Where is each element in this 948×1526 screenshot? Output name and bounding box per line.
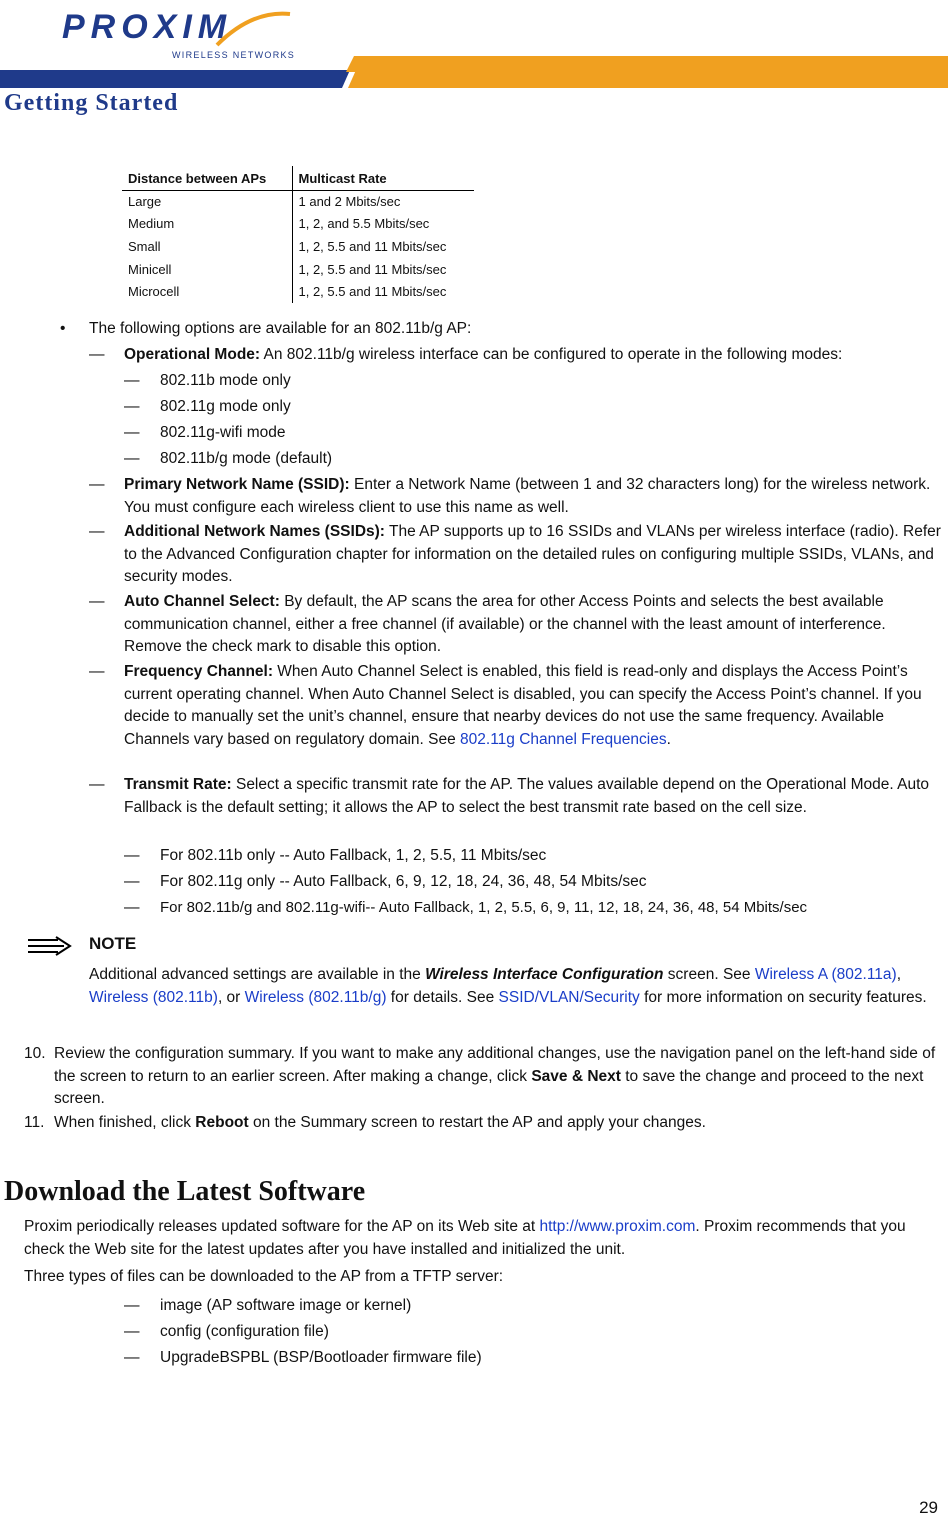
- reboot-label: Reboot: [195, 1114, 249, 1131]
- note-text: , or: [217, 988, 245, 1006]
- step-10: [54, 1043, 942, 1111]
- dash-marker: —: [124, 1323, 140, 1340]
- wireless-a-link[interactable]: Wireless A (802.11a): [754, 966, 897, 983]
- step-text: When finished, click: [54, 1114, 196, 1131]
- table-cell: Medium: [128, 216, 175, 232]
- bullet-marker: •: [60, 320, 66, 337]
- note-title: NOTE: [89, 934, 137, 953]
- header-band-top: [340, 56, 948, 72]
- tx-text: Select a specific transmit rate for the AP. The values available depend on the Operational Mode. Auto Fallback is the default setting; it allows the AP to select the best transmit rate based on the cell size.: [124, 776, 930, 816]
- table-cell: Minicell: [128, 261, 172, 277]
- ssids-text: The AP supports up to 16 SSIDs and VLANs per wireless interface (radio). Refer to the Advanced Configuration chapter for information on the detailed rules on configuring multiple SSIDs, VLANs, and security modes.: [124, 523, 941, 585]
- save-next-label: Save & Next: [531, 1067, 621, 1085]
- dash-marker: —: [124, 398, 140, 415]
- acs-text: By default, the AP scans the area for other Access Points and selects the best available communication channel, either a free channel (if available) or the channel with the least amount of interference. Remove the check mark to disable this option.: [124, 593, 886, 655]
- freq-label: Frequency Channel:: [124, 663, 273, 680]
- dash-marker: —: [89, 776, 105, 793]
- download-section-title: Download the Latest Software: [4, 1176, 366, 1207]
- download-paragraph: [24, 1216, 924, 1261]
- table-cell: Microcell: [128, 284, 180, 300]
- column-header: Multicast Rate: [292, 166, 474, 190]
- table-cell: 1, 2, 5.5 and 11 Mbits/sec: [292, 235, 474, 258]
- note-text: Additional advanced settings are available in the: [89, 966, 426, 983]
- section-title: Getting Started: [4, 90, 179, 116]
- download-text: . Proxim recommends that you check the Web site for the latest updates after you have installed and initialized the unit.: [24, 1218, 906, 1258]
- op-mode-item: [124, 344, 842, 367]
- dash-marker: —: [89, 523, 105, 540]
- step-number: 10.: [24, 1045, 46, 1062]
- note-text: ,: [896, 966, 902, 983]
- mode-item: 802.11g-wifi mode: [160, 424, 286, 441]
- note-text: screen. See: [663, 966, 755, 983]
- dash-marker: —: [89, 476, 105, 493]
- note-arrow-icon: [26, 936, 72, 956]
- dash-marker: —: [89, 663, 105, 680]
- dash-marker: —: [124, 847, 140, 864]
- multicast-rate-table: [122, 166, 474, 303]
- note-text: for more information on security features.: [639, 988, 927, 1006]
- download-text: Proxim periodically releases updated software for the AP on its Web site at: [24, 1218, 540, 1235]
- dash-marker: —: [89, 346, 105, 363]
- table-row: [122, 258, 474, 281]
- page-header: [0, 0, 948, 92]
- table-row: [122, 235, 474, 258]
- mode-item: 802.11b mode only: [160, 372, 291, 389]
- table-cell: 1, 2, 5.5 and 11 Mbits/sec: [292, 280, 474, 303]
- step-text: on the Summary screen to restart the AP and apply your changes.: [248, 1114, 706, 1131]
- step-11: [54, 1112, 706, 1135]
- acs-label: Auto Channel Select:: [124, 593, 280, 610]
- file-type-item: config (configuration file): [160, 1323, 329, 1340]
- dash-marker: —: [124, 450, 140, 467]
- proxim-website-link[interactable]: http://www.proxim.com: [539, 1218, 696, 1235]
- table-cell: 1 and 2 Mbits/sec: [292, 190, 474, 213]
- step-text: to save the change and proceed to the next screen.: [54, 1067, 924, 1107]
- logo-subtitle: WIRELESS NETWORKS: [172, 50, 296, 60]
- table-cell: Large: [128, 194, 162, 210]
- dash-marker: —: [124, 873, 140, 890]
- dash-marker: —: [124, 899, 140, 916]
- freq-end: .: [666, 730, 671, 748]
- ssid-vlan-security-link[interactable]: SSID/VLAN/Security: [498, 988, 640, 1006]
- dash-marker: —: [89, 593, 105, 610]
- table-row: [122, 190, 474, 213]
- ssid-label: Primary Network Name (SSID):: [124, 476, 350, 493]
- step-text: Review the configuration summary. If you want to make any additional changes, use the navigation panel on the left-hand side of the screen to return to an earlier screen. After making a change, click: [54, 1045, 936, 1085]
- ssids-label: Additional Network Names (SSIDs):: [124, 523, 385, 540]
- column-header: Distance between APs: [122, 166, 292, 190]
- tx-rate-item: For 802.11g only -- Auto Fallback, 6, 9, 12, 18, 24, 36, 48, 54 Mbits/sec: [160, 873, 647, 890]
- table-header-row: [122, 166, 474, 190]
- ssid-item: [124, 474, 942, 519]
- note-emphasis: Wireless Interface Configuration: [425, 966, 664, 983]
- ssids-item: [124, 521, 946, 589]
- page-number: 29: [919, 1498, 938, 1517]
- table-row: [122, 280, 474, 303]
- freq-item: [124, 661, 946, 751]
- logo-wordmark: PROXIM: [62, 8, 233, 46]
- freq-text: When Auto Channel Select is enabled, this field is read-only and displays the Access Point’s current operating channel. When Auto Channel Select is disabled, you can specify the Access Point’s channel. If you decide to manually set the unit’s channel, ensure that nearby devices do not use the same frequency. Available Channels vary based on regulatory domain. See: [124, 663, 922, 748]
- dash-marker: —: [124, 1349, 140, 1366]
- note-text: for details. See: [386, 988, 499, 1006]
- logo-swoosh-icon: [212, 10, 292, 50]
- proxim-logo: [62, 8, 296, 60]
- table-row: [122, 213, 474, 236]
- mode-item: 802.11b/g mode (default): [160, 450, 333, 467]
- op-mode-label: Operational Mode:: [124, 346, 261, 363]
- dash-marker: —: [124, 1297, 140, 1314]
- wireless-bg-link[interactable]: Wireless (802.11b/g): [244, 988, 387, 1006]
- tx-rate-item: For 802.11b only -- Auto Fallback, 1, 2, 5.5, 11 Mbits/sec: [160, 847, 547, 864]
- dash-marker: —: [124, 424, 140, 441]
- channel-frequencies-link[interactable]: 802.11g Channel Frequencies: [460, 730, 667, 748]
- file-type-item: UpgradeBSPBL (BSP/Bootloader firmware file): [160, 1349, 482, 1366]
- file-type-item: image (AP software image or kernel): [160, 1297, 412, 1314]
- table-cell: Small: [128, 238, 161, 254]
- tx-item: [124, 774, 942, 819]
- wireless-b-link[interactable]: Wireless (802.11b): [89, 988, 218, 1006]
- mode-item: 802.11g mode only: [160, 398, 291, 415]
- header-band: [0, 70, 948, 88]
- ssid-text: Enter a Network Name (between 1 and 32 characters long) for the wireless network. You must configure each wireless client to use this name as well.: [124, 476, 931, 516]
- step-number: 11.: [24, 1114, 45, 1131]
- file-types-intro: Three types of files can be downloaded to the AP from a TFTP server:: [24, 1268, 504, 1285]
- table-cell: 1, 2, 5.5 and 11 Mbits/sec: [292, 258, 474, 281]
- tx-rate-item: For 802.11b/g and 802.11g-wifi-- Auto Fallback, 1, 2, 5.5, 6, 9, 11, 12, 18, 24, 36, 48, 54 Mbits/sec: [160, 899, 808, 916]
- table-cell: 1, 2, and 5.5 Mbits/sec: [292, 213, 474, 236]
- dash-marker: —: [124, 372, 140, 389]
- acs-item: [124, 591, 946, 659]
- tx-label: Transmit Rate:: [124, 776, 232, 793]
- note-body: [89, 964, 942, 1009]
- options-intro: The following options are available for an 802.11b/g AP:: [89, 320, 472, 337]
- op-mode-text: An 802.11b/g wireless interface can be configured to operate in the following modes:: [260, 346, 843, 363]
